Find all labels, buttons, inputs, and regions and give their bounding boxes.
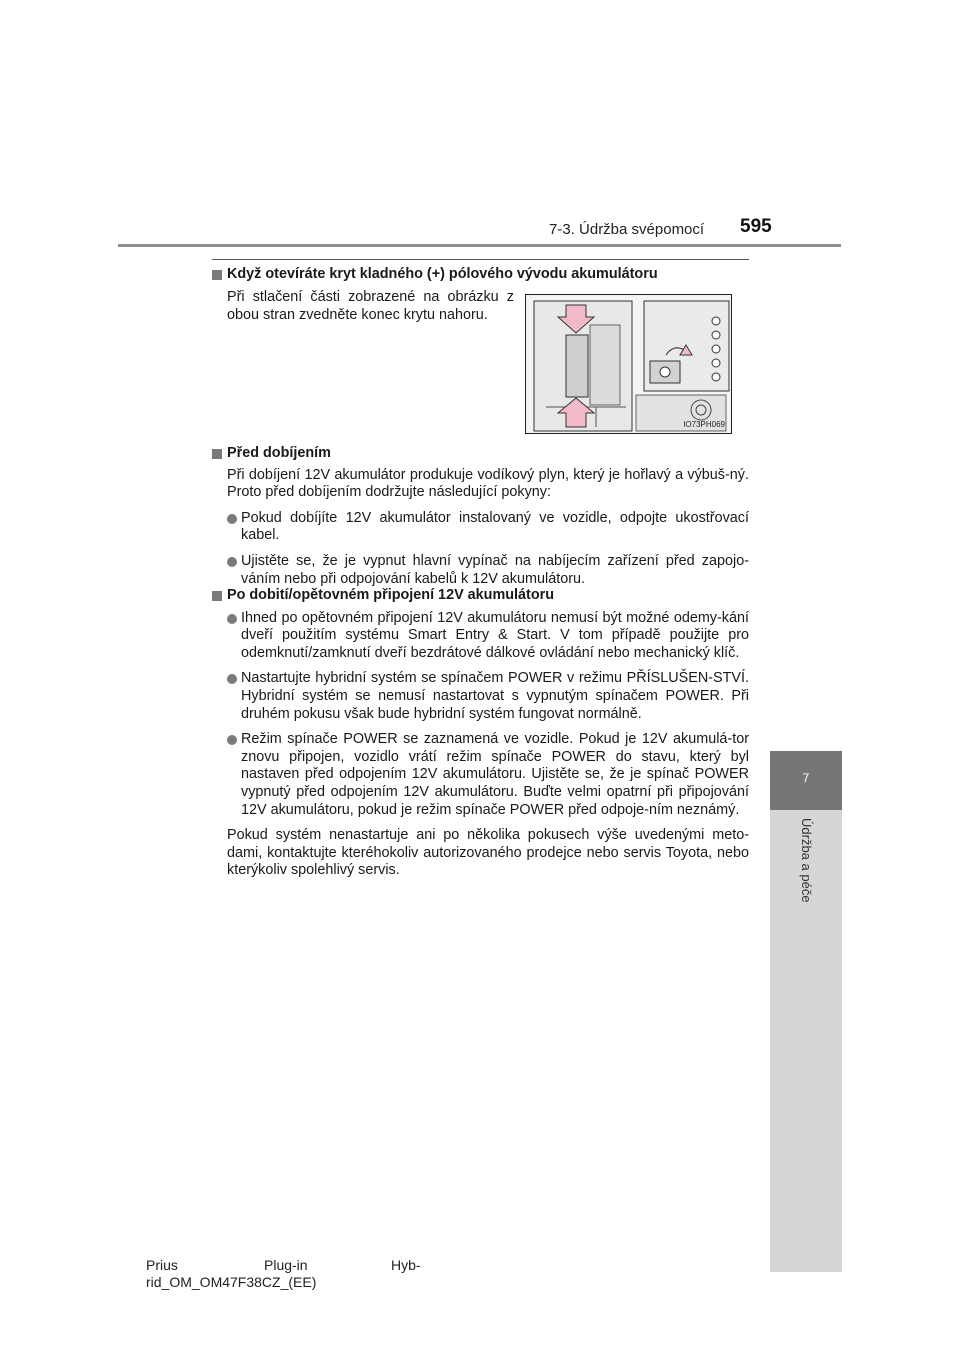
chapter-tab (770, 751, 842, 810)
round-bullet-icon (227, 557, 237, 567)
list-item-text: Ujistěte se, že je vypnut hlavní vypínač na nabíjecím zařízení před zapojo-váním nebo při odpojování kabelů k 12V akumulátoru. (241, 552, 749, 587)
footer-doc-code: rid_OM_OM47F38CZ_(EE) (146, 1274, 317, 1290)
list-item (212, 610, 749, 663)
list-item-text: Pokud dobíjíte 12V akumulátor instalovaný ve vozidle, odpojte ukostřovací kabel. (241, 509, 749, 544)
round-bullet-icon (227, 674, 237, 684)
figure-code: IO73PH069 (683, 420, 725, 429)
footer-variant: Plug-in (264, 1257, 308, 1273)
footer-type: Hyb- (391, 1257, 421, 1273)
section1-text: Při stlačení části zobrazené na obrázku z obou stran zvedněte konec krytu nahoru. (227, 289, 514, 323)
battery-cover-figure (525, 294, 732, 434)
chapter-title: Údržba a péče (799, 818, 814, 903)
content-divider (212, 259, 749, 260)
section-heading-before-charging (212, 445, 749, 463)
page-number: 595 (740, 216, 772, 237)
square-bullet-icon (212, 270, 222, 280)
battery-illustration (526, 295, 732, 434)
round-bullet-icon (227, 614, 237, 624)
section-title: 7-3. Údržba svépomocí (549, 221, 705, 238)
list-item (212, 510, 749, 545)
square-bullet-icon (212, 449, 222, 459)
header-divider (118, 244, 841, 247)
list-item (212, 553, 749, 588)
closing-paragraph: Pokud systém nenastartuje ani po několika pokusech výše uvedenými meto-dami, kontaktujte kteréhokoliv autorizovaného prodejce nebo servis Toyota, nebo kterýkoliv spolehlivý servis. (227, 827, 749, 879)
document-footer (146, 1257, 436, 1291)
round-bullet-icon (227, 735, 237, 745)
heading-text: Před dobíjením (227, 445, 331, 461)
round-bullet-icon (227, 514, 237, 524)
section-heading-after-charging (212, 587, 749, 605)
square-bullet-icon (212, 591, 222, 601)
heading-text: Po dobití/opětovném připojení 12V akumulátoru (227, 587, 555, 603)
section-heading-battery-cover (212, 266, 749, 284)
section2-text: Při dobíjení 12V akumulátor produkuje vodíkový plyn, který je hořlavý a výbuš-ný. Proto před dobíjením dodržujte následující pokyny: (227, 466, 749, 501)
list-item-text: Ihned po opětovném připojení 12V akumulátoru nemusí být možné odemy-kání dveří použitím systému Smart Entry & Start. V tom případě použijte pro odemknutí/zamknutí dveří bezdrátové dálkové ovládání nebo mechanický klíč. (241, 609, 749, 661)
chapter-number: 7 (802, 771, 810, 785)
footer-model: Prius (146, 1257, 178, 1273)
list-item (212, 670, 749, 723)
list-item-text: Režim spínače POWER se zaznamená ve vozidle. Pokud je 12V akumulá-tor znovu připojen, vozidlo vrátí režim spínače POWER do stavu, který byl nastaven před odpojením 12V akumulátoru. Ujistěte se, že je spínač POWER vypnutý před odpojením 12V akumulátoru. Buďte velmi opatrní při připojování 12V akumulátoru, pokud je režim spínače POWER před odpoje-ním neznámý. (241, 731, 749, 818)
heading-text: Když otevíráte kryt kladného (+) pólového vývodu akumulátoru (227, 266, 658, 282)
list-item (212, 731, 749, 819)
list-item-text: Nastartujte hybridní systém se spínačem POWER v režimu PŘÍSLUŠEN-STVÍ. Hybridní systém se nemusí nastartovat s vypnutým spínačem POWER. Při druhém pokusu však bude hybridní systém fungovat normálně. (241, 670, 749, 722)
